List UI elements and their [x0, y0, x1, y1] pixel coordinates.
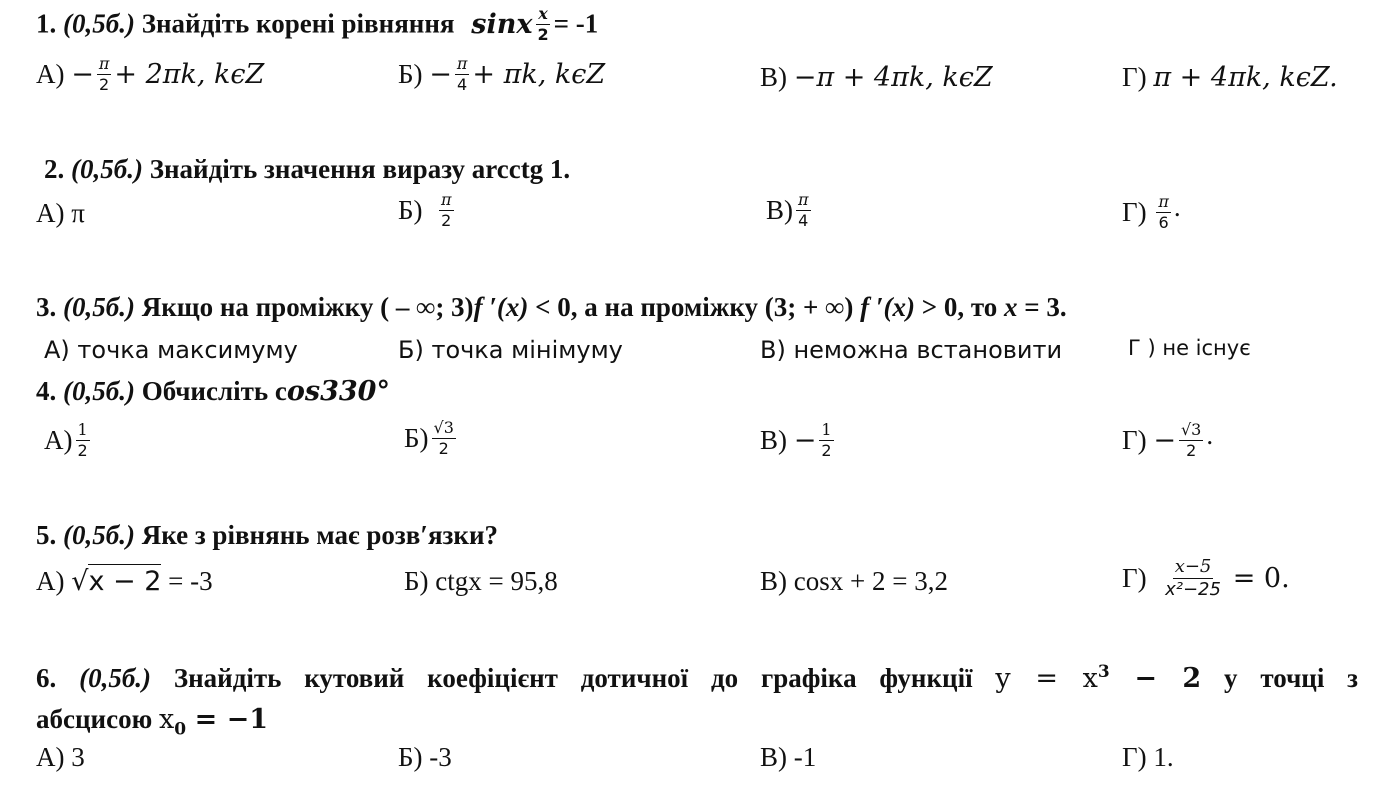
option-tail: = 0.	[1232, 563, 1290, 594]
option-label: Б)	[398, 195, 423, 225]
fraction-den: 4	[798, 211, 809, 230]
q6-points: (0,5б.)	[79, 663, 152, 693]
q1-eq-fraction	[535, 6, 550, 43]
q3-option-b[interactable]	[398, 336, 623, 364]
q3-option-a[interactable]	[44, 336, 298, 364]
fraction	[819, 422, 833, 459]
option-label: В)	[760, 425, 787, 455]
option-tail: = -3	[168, 566, 213, 596]
fraction-den: 2	[99, 75, 110, 94]
q1-eq-den: 2	[537, 25, 549, 44]
q4-option-d[interactable]	[1122, 420, 1213, 461]
option-label: Г)	[1122, 197, 1147, 227]
q1-option-b[interactable]	[398, 56, 605, 93]
q2-number: 2.	[44, 154, 65, 184]
fraction-den: 4	[457, 75, 468, 94]
option-label: В)	[760, 62, 787, 92]
option-label: В)	[760, 566, 787, 596]
fraction	[432, 420, 456, 457]
option-label: А) точка максимуму	[44, 336, 298, 364]
q2-text: Знайдіть значення виразу arcctg 1.	[149, 154, 571, 184]
fraction-den: 6	[1158, 213, 1169, 232]
minus-sign: −	[71, 59, 94, 90]
q1-option-d[interactable]	[1122, 62, 1338, 93]
q4-option-a[interactable]	[44, 422, 93, 459]
q2-points: (0,5б.)	[71, 154, 143, 184]
q6-option-a[interactable]	[36, 742, 85, 773]
q3-deriv1: f ′(x)	[473, 292, 529, 322]
fraction	[76, 422, 90, 459]
q6-stem-line1	[36, 662, 1358, 694]
minus-sign: −	[793, 425, 817, 456]
q6-text: Знайдіть кутовий коефіцієнт дотичної до графіка функції	[173, 663, 973, 693]
option-label: Г)	[1122, 563, 1147, 593]
sqrt-sign: √	[71, 566, 89, 597]
option-label: А)	[36, 198, 65, 228]
minus-sign: −	[1153, 425, 1176, 456]
option-expr: + πk, kϵZ	[472, 59, 606, 90]
option-label: Б)	[404, 423, 429, 453]
option-expr: −π + 4πk, kϵZ	[793, 62, 993, 93]
option-label: Б)	[404, 566, 429, 596]
option-label: Г ) не існує	[1128, 336, 1251, 360]
option-expr: π + 4πk, kϵZ.	[1153, 62, 1338, 93]
q4-number: 4.	[36, 376, 57, 406]
option-expr: + 2πk, kϵZ	[114, 59, 265, 90]
option-label: Г)	[1122, 62, 1147, 92]
fraction-num: 1	[77, 420, 88, 439]
q2-option-b[interactable]	[398, 192, 457, 229]
q6-text2: у точці з	[1224, 663, 1359, 693]
fraction	[1156, 194, 1171, 231]
q3-xvar: x	[1004, 292, 1018, 322]
q4-points: (0,5б.)	[63, 376, 135, 406]
fraction-num: π	[456, 54, 468, 73]
option-label: Б)	[398, 59, 423, 89]
fraction	[455, 56, 470, 93]
q1-number: 1.	[36, 8, 57, 39]
q3-deriv2: f ′(x)	[860, 292, 915, 322]
option-label: В) неможна встановити	[760, 336, 1063, 364]
q6-func-tail: − 2	[1134, 663, 1202, 694]
q1-points: (0,5б.)	[63, 8, 135, 39]
q3-text-c: > 0, то	[921, 292, 998, 322]
fraction-den: x²−25	[1165, 579, 1221, 600]
q6-option-b[interactable]	[398, 742, 452, 773]
fraction-den: 2	[77, 441, 88, 460]
fraction	[97, 56, 112, 93]
fraction-num: √3	[433, 418, 454, 437]
fraction-num: x−5	[1174, 556, 1212, 577]
q6-option-c[interactable]	[760, 742, 816, 773]
fraction-num: π	[98, 54, 110, 73]
q6-line2: абсцисою	[36, 704, 153, 734]
q6-number: 6.	[36, 663, 57, 693]
q5-option-c[interactable]	[760, 566, 948, 597]
option-label: Б) -3	[398, 742, 452, 772]
option-tail: .	[1206, 420, 1214, 450]
fraction-den: 2	[438, 439, 449, 458]
fraction-num: π	[1158, 192, 1169, 211]
q5-text: Яке з рівнянь має розв′язки?	[141, 520, 499, 550]
q3-stem	[36, 292, 1067, 323]
q2-option-c[interactable]	[766, 192, 814, 229]
q6-x0-sub: 0	[174, 719, 187, 740]
fraction	[1163, 558, 1223, 599]
q4-stem	[36, 376, 390, 407]
option-tail: .	[1173, 192, 1181, 222]
q6-func	[995, 663, 1201, 694]
q4-option-c[interactable]	[760, 422, 837, 459]
q1-eq-num: x	[538, 4, 548, 23]
q2-option-a[interactable]	[36, 198, 85, 229]
fraction-num: 1	[821, 420, 832, 439]
q5-option-b[interactable]	[404, 566, 558, 597]
option-expr: cosx + 2 = 3,2	[793, 566, 948, 596]
fraction-num: π	[441, 190, 452, 209]
option-label: Г)	[1122, 425, 1147, 455]
option-label: А)	[36, 59, 65, 89]
sqrt-expression	[71, 566, 161, 597]
option-label: В)	[766, 195, 793, 225]
option-label: Б) точка мінімуму	[398, 336, 623, 364]
option-label: А) 3	[36, 742, 85, 772]
q3-number: 3.	[36, 292, 57, 322]
q6-x0-val: = −1	[194, 704, 269, 735]
q3-points: (0,5б.)	[63, 292, 135, 322]
q1-text: Знайдіть корені рівняння	[141, 8, 455, 39]
q4-expr: os330°	[286, 376, 390, 407]
q2-stem	[44, 154, 570, 185]
option-label: А)	[44, 425, 73, 455]
fraction-den: 2	[821, 441, 832, 460]
q1-option-c[interactable]	[760, 62, 993, 93]
fraction	[796, 192, 811, 229]
q3-text-a: Якщо на проміжку ( – ∞; 3)	[141, 292, 474, 322]
fraction-den: 2	[441, 211, 452, 230]
q5-option-d[interactable]	[1122, 558, 1290, 599]
q4-text: Обчисліть c	[141, 376, 287, 406]
fraction	[1179, 422, 1203, 459]
q5-points: (0,5б.)	[63, 520, 135, 550]
q3-option-d[interactable]	[1128, 336, 1251, 360]
q4-option-b[interactable]	[404, 420, 459, 457]
q3-text-d: = 3.	[1024, 292, 1067, 322]
q1-eq-fn: sinx	[471, 8, 533, 40]
q3-text-b: < 0, а на проміжку (3; + ∞)	[535, 292, 854, 322]
sqrt-radicand: x − 2	[88, 566, 162, 597]
fraction	[439, 192, 454, 229]
option-expr: ctgx = 95,8	[435, 566, 558, 596]
q5-number: 5.	[36, 520, 57, 550]
option-label: В) -1	[760, 742, 817, 772]
q1-stem	[36, 4, 599, 45]
q6-stem-line2	[36, 704, 268, 739]
q2-option-d[interactable]	[1122, 192, 1181, 233]
q6-func-exp: 3	[1097, 662, 1110, 682]
q6-x0-var: x	[158, 704, 175, 735]
q1-eq-rhs: = -1	[553, 8, 599, 39]
minus-sign: −	[429, 59, 452, 90]
option-expr: π	[71, 198, 85, 228]
fraction-num: √3	[1180, 420, 1202, 439]
fraction-den: 2	[1186, 441, 1197, 460]
q1-option-a[interactable]	[36, 56, 264, 93]
fraction-num: π	[798, 190, 809, 209]
q5-option-a[interactable]	[36, 566, 213, 597]
q6-x0	[158, 704, 269, 740]
q6-func-y: y = x	[995, 663, 1098, 694]
option-label: Г) 1.	[1122, 742, 1174, 772]
q3-option-c[interactable]	[760, 336, 1062, 364]
option-label: А)	[36, 566, 65, 596]
q5-stem	[36, 520, 498, 551]
q6-option-d[interactable]	[1122, 742, 1174, 773]
